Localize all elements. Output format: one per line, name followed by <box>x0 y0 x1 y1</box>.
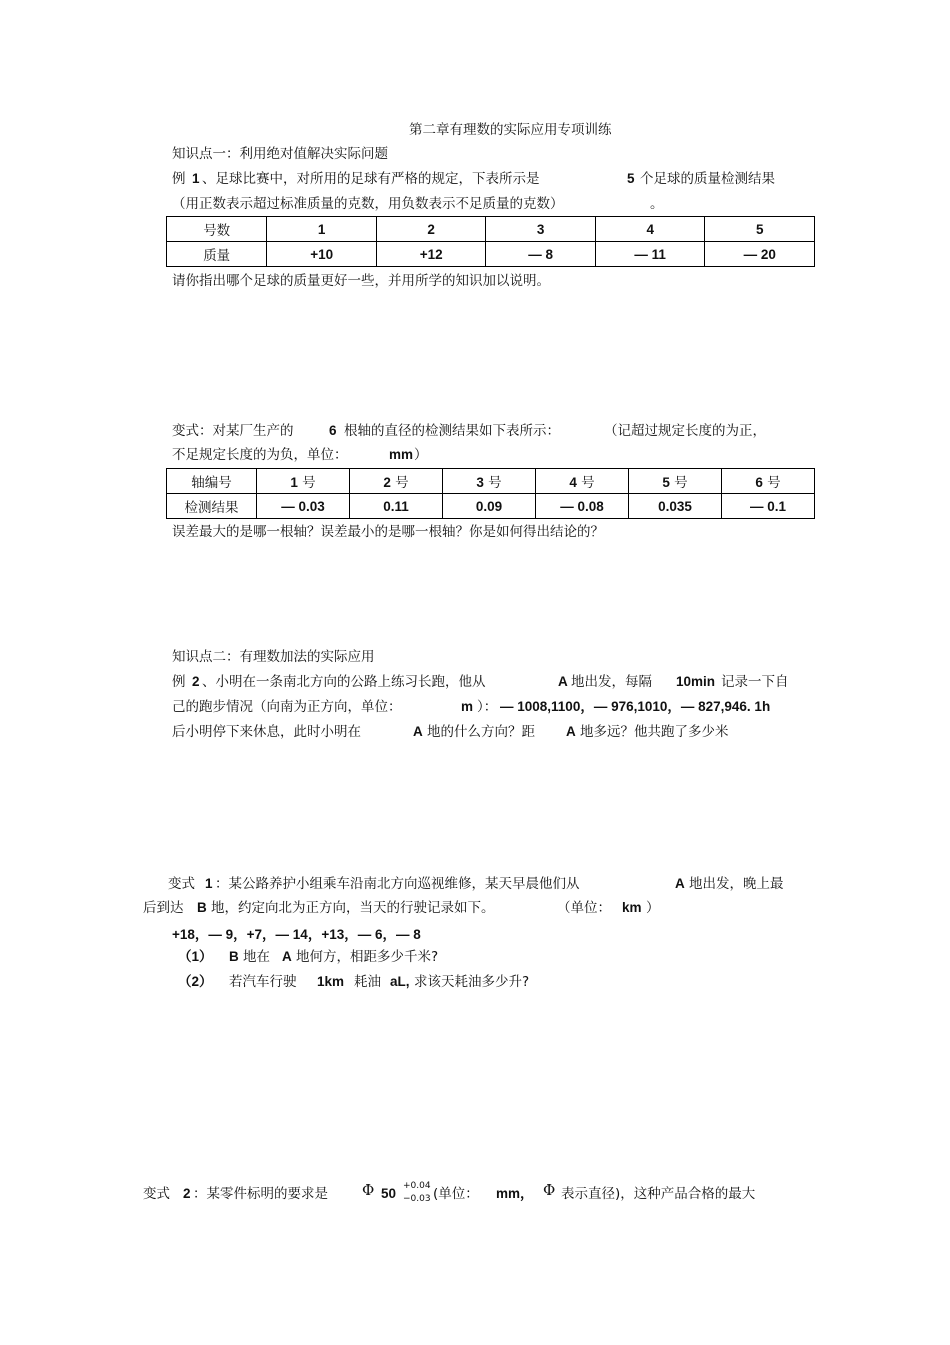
table-cell: 检测结果 <box>167 494 257 519</box>
text: 号 <box>302 475 316 491</box>
table-cell: +10 <box>267 242 377 267</box>
text: 例 <box>172 171 186 187</box>
table-cell: — 0.08 <box>536 494 629 519</box>
text: 地出发，晚上最 <box>689 876 784 892</box>
table-cell <box>629 469 722 494</box>
diameter-symbol-icon: Φ <box>543 1181 556 1199</box>
table-row <box>167 217 815 242</box>
table-cell: 0.035 <box>629 494 722 519</box>
text: 1km <box>317 974 345 989</box>
text: 号 <box>767 475 781 491</box>
table-cell: — 0.1 <box>722 494 815 519</box>
table-row <box>167 242 815 267</box>
text: 个足球的质量检测结果 <box>640 171 775 187</box>
table-cell: — 8 <box>486 242 596 267</box>
variant-1-data: +18，— 9，+7，— 14，+13，— 6，— 8 <box>172 927 421 942</box>
text: ：某公路养护小组乘车沿南北方向巡视维修，某天早晨他们从 <box>215 876 580 892</box>
text: (单位： <box>433 1186 479 1202</box>
table-cell <box>257 469 350 494</box>
text: （1） <box>178 949 213 964</box>
text: 求该天耗油多少升? <box>414 974 530 990</box>
text: 2 <box>192 674 200 689</box>
text: mm， <box>496 1186 534 1201</box>
table-row <box>167 469 815 494</box>
table-cell: 4 <box>595 217 705 242</box>
text: 地，约定向北为正方向，当天的行驶记录如下。 <box>211 900 495 916</box>
text: 地多远？他共跑了多少米 <box>580 724 729 740</box>
text: 变式 <box>168 876 195 892</box>
text: 若汽车行驶 <box>229 974 297 990</box>
text: 后小明停下来休息，此时小明在 <box>172 724 361 740</box>
table-cell: 质量 <box>167 242 267 267</box>
text: A <box>282 949 292 964</box>
text: 1 <box>192 171 200 186</box>
text: ） <box>414 447 428 463</box>
text: 地出发，每隔 <box>571 674 652 690</box>
text: （记超过规定长度的为正， <box>604 423 766 439</box>
text: 根轴的直径的检测结果如下表所示： <box>344 423 560 439</box>
text: mm <box>389 447 414 462</box>
text: B <box>229 949 239 964</box>
text: （2） <box>178 974 213 989</box>
text: 号 <box>674 475 688 491</box>
text: — 1008,1100，— 976,1010，— 827,946. 1h <box>500 699 771 714</box>
table-row <box>167 494 815 519</box>
text: 不足规定长度的为负，单位： <box>172 447 348 463</box>
text: 表示直径)，这种产品合格的最大 <box>561 1186 756 1202</box>
text: A <box>558 674 568 689</box>
text: m <box>461 699 474 714</box>
text: 、足球比赛中，对所用的足球有严格的规定，下表所示是 <box>202 171 540 187</box>
text: A <box>566 724 576 739</box>
text: 记录一下自 <box>721 674 789 690</box>
text: ） <box>646 900 660 916</box>
table-cell: — 0.03 <box>257 494 350 519</box>
lower-tolerance: −0.03 <box>403 1194 431 1204</box>
knowledge-point-2: 知识点二：有理数加法的实际应用 <box>172 649 375 665</box>
text: ：某零件标明的要求是 <box>193 1186 328 1202</box>
table-cell <box>536 469 629 494</box>
table-cell: 5 <box>705 217 815 242</box>
text: A <box>675 876 685 891</box>
page-title: 第二章有理数的实际应用专项训练 <box>409 122 612 138</box>
table-cell <box>350 469 443 494</box>
text: 号 <box>395 475 409 491</box>
text: 6 <box>755 475 763 490</box>
text: 5 <box>662 475 670 490</box>
table-cell: 2 <box>376 217 486 242</box>
text: （单位： <box>557 900 611 916</box>
text: 2 <box>183 1186 191 1201</box>
table-cell: 号数 <box>167 217 267 242</box>
text: ）： <box>477 699 498 715</box>
ball-mass-table <box>166 216 815 267</box>
diameter-symbol-icon: Φ <box>362 1181 375 1199</box>
text: 后到达 <box>143 900 184 916</box>
text: 号 <box>488 475 502 491</box>
table-cell: — 11 <box>595 242 705 267</box>
example-1-line2: （用正数表示超过标准质量的克数，用负数表示不足质量的克数） <box>172 196 564 212</box>
table-cell: 1 <box>267 217 377 242</box>
upper-tolerance: +0.04 <box>403 1181 431 1191</box>
text: 变式：对某厂生产的 <box>172 423 294 439</box>
text: 1 <box>290 475 298 490</box>
text: 耗油 <box>354 974 381 990</box>
text: 变式 <box>143 1186 170 1202</box>
text: 地何方，相距多少千米? <box>296 949 439 965</box>
text: 1 <box>205 876 213 891</box>
table-cell: — 20 <box>705 242 815 267</box>
knowledge-point-1: 知识点一：利用绝对值解决实际问题 <box>172 146 388 162</box>
text: A <box>413 724 423 739</box>
text: 例 <box>172 674 186 690</box>
text: 2 <box>383 475 391 490</box>
text: 号 <box>581 475 595 491</box>
table-cell: 3 <box>486 217 596 242</box>
table-cell <box>722 469 815 494</box>
table-cell: 0.09 <box>443 494 536 519</box>
variant-0-question: 误差最大的是哪一根轴？误差最小的是哪一根轴？你是如何得出结论的？ <box>172 524 604 540</box>
text: 、小明在一条南北方向的公路上练习长跑，他从 <box>202 674 486 690</box>
text: km <box>622 900 642 915</box>
text: 3 <box>476 475 484 490</box>
table-cell <box>443 469 536 494</box>
example-1-line2-end: 。 <box>650 196 664 212</box>
text: 10min <box>676 674 716 689</box>
text: 5 <box>627 171 635 186</box>
example-1-question: 请你指出哪个足球的质量更好一些，并用所学的知识加以说明。 <box>172 273 550 289</box>
text: 己的跑步情况（向南为正方向，单位： <box>172 699 402 715</box>
text: 4 <box>569 475 577 490</box>
table-cell: +12 <box>376 242 486 267</box>
text: 6 <box>329 423 337 438</box>
text: 50 <box>381 1186 397 1201</box>
text: 地在 <box>243 949 270 965</box>
text: 地的什么方向？距 <box>427 724 535 740</box>
axle-diameter-table <box>166 468 815 519</box>
text: B <box>197 900 207 915</box>
table-cell: 轴编号 <box>167 469 257 494</box>
text: aL, <box>390 974 410 989</box>
table-cell: 0.11 <box>350 494 443 519</box>
